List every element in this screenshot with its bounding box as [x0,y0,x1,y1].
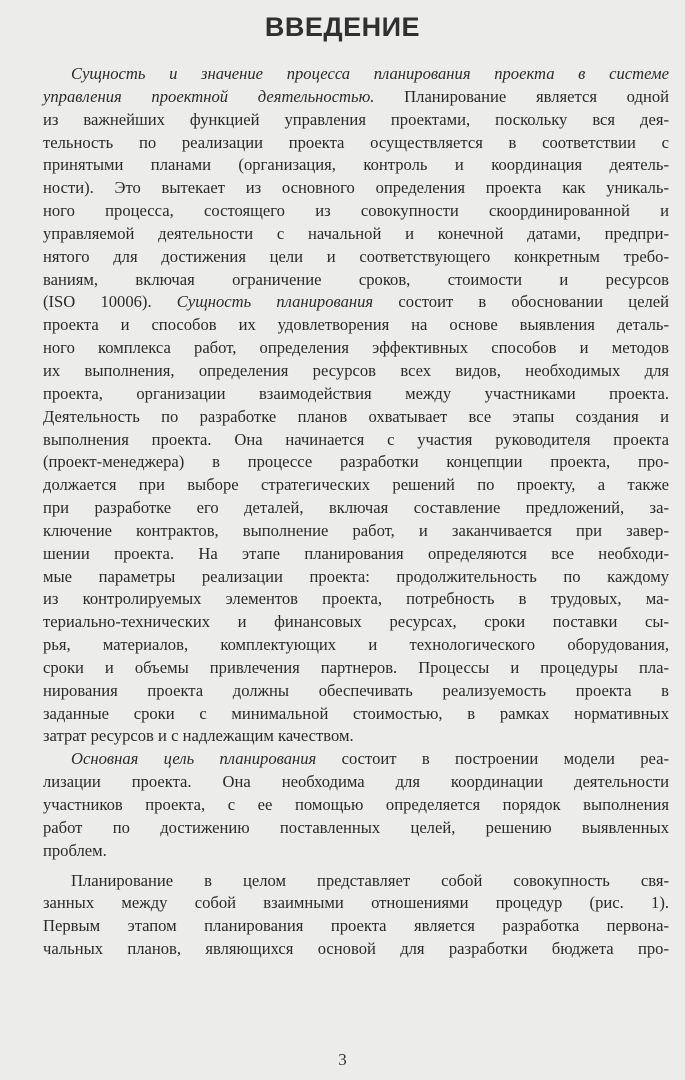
text-line [43,223,669,246]
text-line [43,154,669,177]
text-line [43,429,669,452]
italic-term: Основная цель планирования [71,749,317,769]
text-run: ваниям, включая ограничение сроков, стоимости и ресурсов [43,269,669,289]
text-run: Деятельность по разработке планов охватывает все этапы создания и [43,406,669,426]
text-run: проблем. [43,840,107,860]
text-run: лизации проекта. Она необходима для координации деятельности [43,772,669,792]
text-line [43,314,669,337]
paragraph-gap [43,863,669,870]
text-line [43,566,669,589]
text-run: работ по достижению поставленных целей, решению выявленных [43,817,669,837]
text-line [43,892,669,915]
text-run: проекта и способов их удовлетворения на основе выявления деталь- [43,315,669,335]
text-line [43,520,669,543]
italic-term: Сущность и значение процесса планирования проекта в системе [71,64,669,83]
text-run: шении проекта. На этапе планирования определяются все необходи- [43,543,669,563]
text-line [43,657,669,680]
text-run: нирования проекта должны обеспечивать реализуемость проекта в [43,680,669,700]
text-line [43,870,669,893]
text-line [43,938,669,961]
text-run: Планирование является одной [374,86,670,106]
text-run: (ISO 10006). [43,292,177,312]
text-line [43,200,669,223]
text-line [43,543,669,566]
text-line [43,748,669,771]
text-run: тельность по реализации проекта осуществляется в соответствии с [43,132,669,152]
text-line [43,840,669,863]
text-run: ного комплекса работ, определения эффективных способов и методов [43,338,669,358]
text-run: при разработке его деталей, включая составление предложений, за- [43,498,669,518]
text-line [43,634,669,657]
text-run: проекта, организации взаимодействия между участниками проекта. [43,383,669,403]
text-line [43,132,669,155]
text-run: из контролируемых элементов проекта, потребность в трудовых, ма- [43,589,669,609]
text-line [43,915,669,938]
italic-term: Сущность планирования [176,292,374,312]
text-run: Планирование в целом представляет собой совокупность свя- [71,870,669,890]
text-line [43,291,669,314]
italic-term: управления проектной деятельностью. [43,86,375,106]
text-run: ного процесса, состоящего из совокупности скоординированной и [43,201,669,221]
text-line [43,63,669,86]
text-run: Первым этапом планирования проекта является разработка первона- [43,916,669,936]
text-line [43,246,669,269]
text-run: затрат ресурсов и с надлежащим качеством. [43,726,354,746]
text-run: должается при выборе стратегических решений по проекту, а также [43,475,669,495]
text-run: ности). Это вытекает из основного определения проекта как уникаль- [43,178,669,198]
text-line [43,177,669,200]
text-run: ключение контрактов, выполнение работ, и заканчивается при завер- [43,520,669,540]
text-run: заданные сроки с минимальной стоимостью, в рамках нормативных [43,703,669,723]
text-run: из важнейших функцией управления проектами, поскольку вся дея- [43,109,669,129]
text-run: териально-технических и финансовых ресурсах, сроки поставки сы- [43,612,669,632]
text-line [43,360,669,383]
text-run: занных между собой взаимными отношениями процедур (рис. 1). [43,893,669,913]
text-run: управляемой деятельности с начальной и конечной датами, предпри- [43,223,669,243]
text-line [43,588,669,611]
text-run: выполнения проекта. Она начинается с участия руководителя проекта [43,429,669,449]
text-line [43,771,669,794]
text-line [43,109,669,132]
body-text [43,63,669,961]
text-run: чальных планов, являющихся основой для разработки бюджета про- [43,939,669,959]
page-number: 3 [338,1050,347,1069]
text-run: состоит в обосновании целей [373,292,669,312]
text-line [43,680,669,703]
text-run: рья, материалов, комплектующих и технологического оборудования, [43,635,669,655]
text-run: состоит в построении модели реа- [316,749,669,769]
text-line [43,474,669,497]
text-run: участников проекта, с ее помощью определяется порядок выполнения [43,795,669,814]
text-run: принятыми планами (организация, контроль и координация деятель- [43,155,669,175]
text-line [43,383,669,406]
text-line [43,337,669,360]
text-run: нятого для достижения цели и соответствующего конкретным требо- [43,246,669,266]
text-run: (проект-менеджера) в процессе разработки концепции проекта, про- [43,452,669,472]
text-line [43,86,669,109]
text-run: мые параметры реализации проекта: продолжительность по каждому [43,566,669,586]
text-line [43,269,669,292]
text-line [43,497,669,520]
text-line [43,703,669,726]
page-title: ВВЕДЕНИЕ [264,12,421,42]
text-line [43,817,669,840]
text-line [43,451,669,474]
text-line [43,406,669,429]
text-run: их выполнения, определения ресурсов всех видов, необходимых для [43,360,669,380]
text-line [43,794,669,817]
text-run: сроки и объемы привлечения партнеров. Процессы и процедуры пла- [43,657,669,677]
text-line [43,611,669,634]
text-line [43,725,669,748]
